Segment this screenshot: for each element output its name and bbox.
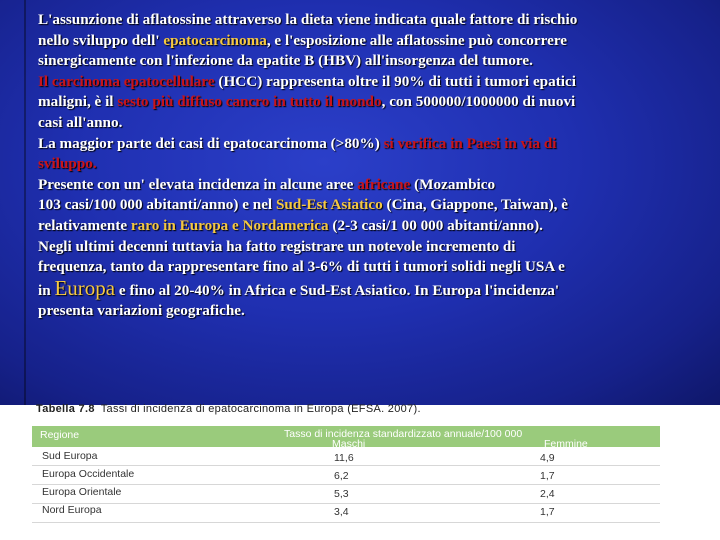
header-femmine: Femmine — [544, 438, 588, 450]
highlight-paesi: si verifica in Paesi in via di — [383, 134, 557, 152]
incidence-table — [32, 426, 660, 540]
table-caption-label: Tabella 7.8 — [36, 403, 95, 415]
text-line: relativamente raro in Europa e Nordamerica (2-3 casi/1 00 000 abitanti/anno). — [38, 216, 543, 234]
cell-regione: Europa Occidentale — [42, 468, 135, 480]
text-line: frequenza, tanto da rappresentare fino al 3-6% di tutti i tumori solidi negli USA e — [38, 258, 565, 276]
table-row — [32, 501, 660, 519]
main-text — [38, 10, 688, 322]
highlight-africane: africane — [357, 175, 411, 193]
cell-regione: Europa Orientale — [42, 486, 122, 498]
highlight-carcinoma: Il carcinoma epatocellulare — [38, 72, 215, 90]
table-row — [32, 465, 660, 483]
text-line: maligni, è il sesto più diffuso cancro in tutto il mondo, con 500000/1000000 di nuovi — [38, 93, 576, 111]
highlight-sesto: sesto più diffuso cancro in tutto il mondo — [117, 93, 382, 111]
highlight-sud-est: Sud-Est Asiatico — [275, 196, 383, 214]
header-regione: Regione — [40, 429, 80, 441]
table-header — [32, 426, 660, 450]
highlight-raro: raro in Europa e Nordamerica — [130, 216, 329, 234]
cell-femmine: 1,7 — [540, 470, 555, 482]
cell-maschi: 3,4 — [334, 506, 349, 518]
text-line: presenta variazioni geografiche. — [38, 302, 245, 320]
header-tasso: Tasso di incidenza standardizzato annuale/100 000 — [284, 428, 523, 440]
text-line: Negli ultimi decenni tuttavia ha fatto registrare un notevole incremento di — [38, 237, 516, 255]
table-caption-text: Tassi di incidenza di epatocarcinoma in Europa (EFSA. 2007). — [100, 403, 421, 415]
cell-maschi: 5,3 — [334, 488, 349, 500]
text-line: L'assunzione di aflatossine attraverso la dieta viene indicata quale fattore di rischio — [38, 11, 578, 28]
text-line: 103 casi/100 000 abitanti/anno) e nel Sud-Est Asiatico (Cina, Giappone, Taiwan), è — [38, 196, 568, 214]
cell-maschi: 11,6 — [334, 452, 354, 464]
text-line — [38, 154, 688, 175]
text-line: casi all'anno. — [38, 113, 123, 131]
header-maschi: Maschi — [332, 438, 366, 450]
highlight-europa: Europa — [54, 275, 116, 300]
cell-regione: Nord Europa — [42, 504, 102, 516]
cell-femmine: 1,7 — [540, 506, 555, 518]
text-line: nello sviluppo dell' epatocarcinoma, e l'esposizione alle aflatossine può concorrere — [38, 31, 568, 49]
highlight-sviluppo: sviluppo. — [38, 155, 97, 173]
cell-maschi: 6,2 — [334, 470, 349, 482]
text-line: La maggior parte dei casi di epatocarcinoma (>80%) si verifica in Paesi in via di — [38, 134, 557, 152]
text-line: in Europa e fino al 20-40% in Africa e Sud-Est Asiatico. In Europa l'incidenza' — [38, 275, 560, 300]
text-line: sinergicamente con l'infezione da epatite B (HBV) all'insorgenza del tumore. — [38, 52, 533, 70]
cell-femmine: 2,4 — [540, 488, 555, 500]
text-line: Il carcinoma epatocellulare (HCC) rappresenta oltre il 90% di tutti i tumori epatici — [38, 72, 576, 90]
table-caption — [36, 403, 676, 419]
table-row — [32, 483, 660, 501]
cell-femmine: 4,9 — [540, 452, 555, 464]
table-row — [32, 447, 660, 465]
cell-regione: Sud Europa — [42, 450, 98, 462]
text-line: Presente con un' elevata incidenza in alcune aree africane (Mozambico — [38, 175, 496, 193]
highlight-epatocarcinoma: epatocarcinoma — [163, 31, 267, 49]
